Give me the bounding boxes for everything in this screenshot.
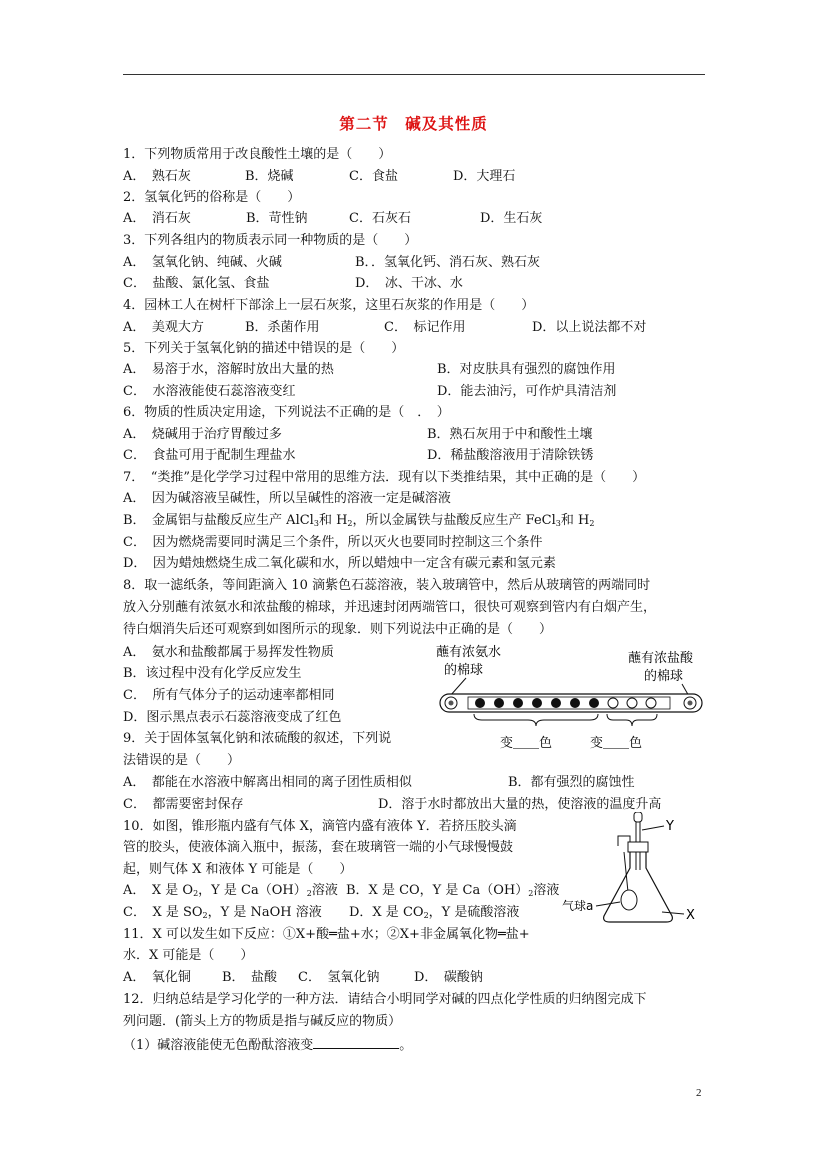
q3-stem: 3．下列各组内的物质表示同一种物质的是（ ） [123,233,418,248]
q3-option-d: D． 冰、干冰、水 [355,276,463,291]
right-color-label: 变＿＿色 [590,736,643,751]
q2-option-b: B．苛性钠 [246,211,308,226]
left-color-label: 变＿＿色 [500,736,553,751]
q6-option-b: B．熟石灰用于中和酸性土壤 [427,427,593,442]
q8-option-d: D．图示黑点表示石蕊溶液变成了红色 [123,710,342,725]
q12-stem-line1: 12．归纳总结是学习化学的一种方法．请结合小明同学对碱的四点化学性质的归纳图完成下 [123,992,647,1007]
q1-option-c: C．食盐 [349,169,398,184]
q7-option-b: B． 金属铝与盐酸反应生产 AlCl$_3$和 $H_2$，所以金属铁与盐酸反应生产 FeCl$_3$和 $H_2$ [123,513,595,528]
q9-stem-line1: 9．关于固体氢氧化钠和浓硫酸的叙述，下列说 [123,731,392,746]
glass-tube-figure [436,644,706,758]
q8-stem-line1: 8．取一滤纸条，等间距滴入 10 滴紫色石蕊溶液，装入玻璃管中，然后从玻璃管的两端同时 [123,578,651,593]
q8-option-c: C． 所有气体分子的运动速率都相同 [123,688,335,703]
q10-stem-line1: 10．如图，锥形瓶内盛有气体 X，滴管内盛有液体 Y．若挤压胶头滴 [123,819,517,834]
q4-option-b: B．杀菌作用 [245,320,320,335]
q5-stem: 5．下列关于氢氧化钠的描述中错误的是（ ） [123,341,405,356]
q8-stem-line2: 放入分别蘸有浓氨水和浓盐酸的棉球，并迅速封闭两端管口，很快可观察到管内有白烟产生， [123,600,657,615]
q8-option-a: A． 氨水和盐酸都属于易挥发性物质 [123,645,334,660]
q6-option-a: A． 烧碱用于治疗胃酸过多 [123,427,282,442]
q3-option-a: A． 氢氧化钠、纯碱、火碱 [123,255,282,270]
q4-option-c: C． 标记作用 [384,320,466,335]
q2-stem: 2．氢氧化钙的俗称是（ ） [123,190,301,205]
header-rule [123,74,705,75]
q2-option-a: A． 消石灰 [123,211,191,226]
q10-stem-line2: 管的胶头，使液体滴入瓶中，振荡，套在玻璃管一端的小气球慢慢鼓 [123,840,514,855]
q2-option-d: D．生石灰 [480,211,543,226]
answer-blank [313,1036,399,1049]
q6-stem: 6．物质的性质决定用途，下列说法不正确的是（ ． ） [123,405,450,420]
q10-option-d: D．X 是 $CO_2$，Y 是硫酸溶液 [349,905,520,920]
q5-option-c: C． 水溶液能使石蕊溶液变红 [123,384,296,399]
q10-stem-line3: 起，则气体 X 和液体 Y 可能是（ ） [123,862,353,877]
conical-flask-figure [562,812,702,941]
balloon-a [621,890,637,910]
q10-option-b: B．X 是 CO，Y 是 $Ca(OH)_2$溶液 [346,883,560,898]
q3-option-c: C． 盐酸、氯化氢、食盐 [123,276,270,291]
q7-option-a: A． 因为碱溶液呈碱性，所以呈碱性的溶液一定是碱溶液 [123,491,451,506]
q7-option-d: D． 因为蜡烛燃烧生成二氧化碳和水，所以蜡烛中一定含有碳元素和氢元素 [123,556,556,571]
q9-option-b: B．都有强烈的腐蚀性 [508,775,635,790]
q6-option-c: C． 食盐可用于配制生理盐水 [123,448,296,463]
flask-body [604,852,673,922]
q1-stem: 1．下列物质常用于改良酸性土壤的是（ ） [123,147,392,162]
q8-option-b: B．该过程中没有化学反应发生 [123,666,302,681]
label-y: Y [666,819,674,834]
white-dots [608,698,656,708]
q1-option-a: A． 熟石灰 [123,169,191,184]
q12-stem-line2: 列问题．(箭头上方的物质是指与碱反应的物质） [123,1014,402,1029]
q7-stem: 7． “类推”是化学学习过程中常用的思维方法．现有以下类推结果，其中正确的是（ ） [123,470,646,485]
right-label-1: 蘸有浓盐酸 [628,651,694,666]
q4-stem: 4．园林工人在树杆下部涂上一层石灰浆，这里石灰浆的作用是（ ） [123,298,535,313]
q4-option-a: A． 美观大方 [123,320,204,335]
q1-option-b: B．烧碱 [245,169,294,184]
section-title: 第二节 碱及其性质 [339,114,488,133]
q11-option-c: C． 氢氧化钠 [298,970,380,985]
q10-option-c: C． X 是 $SO_2$，Y 是 NaOH 溶液 [123,905,322,920]
q11-stem-line2: 水．X 可能是（ ） [123,948,254,963]
right-label-2: 的棉球 [644,669,684,684]
q9-option-c: C． 都需要密封保存 [123,797,244,812]
dropper-bulb [634,812,642,822]
q5-option-d: D．能去油污，可作炉具清洁剂 [437,384,617,399]
page-number: 2 [696,1087,702,1099]
q11-option-b: B． 盐酸 [222,970,278,985]
q2-option-c: C．石灰石 [349,211,411,226]
q4-option-d: D．以上说法都不对 [532,320,647,335]
left-label-1: 蘸有浓氨水 [436,645,502,660]
q12-subquestion-1: （1）碱溶液能使无色酚酞溶液变 。 [123,1038,413,1053]
q1-option-d: D．大理石 [453,169,516,184]
q11-stem-line1: 11．X 可以发生如下反应：①X+酸═盐+水；②X+非金属氧化物═盐+ [123,927,530,942]
q5-option-a: A． 易溶于水，溶解时放出大量的热 [123,362,334,377]
q8-stem-line3: 待白烟消失后还可观察到如图所示的现象．则下列说法中正确的是（ ） [123,622,553,637]
q9-option-d: D．溶于水时都放出大量的热，使溶液的温度升高 [378,797,662,812]
left-label-2: 的棉球 [444,663,484,678]
q9-stem-line2: 法错误的是（ ） [123,753,241,768]
q3-option-b: B．．氢氧化钙、消石灰、熟石灰 [355,255,541,270]
q5-option-b: B．对皮肤具有强烈的腐蚀作用 [437,362,616,377]
q9-option-a: A． 都能在水溶液中解离出相同的离子团性质相似 [123,775,412,790]
q7-option-c: C． 因为燃烧需要同时满足三个条件，所以灭火也要同时控制这三个条件 [123,535,543,550]
q10-option-a: A． X 是 $O_2$，Y 是 $Ca(OH)_2$溶液 [123,883,338,898]
q11-option-a: A． 氧化铜 [123,970,191,985]
q11-option-d: D． 碳酸钠 [414,970,483,985]
q6-option-d: D．稀盐酸溶液用于清除铁锈 [427,448,594,463]
label-balloon: 气球a [562,899,594,913]
label-x: X [686,908,695,923]
